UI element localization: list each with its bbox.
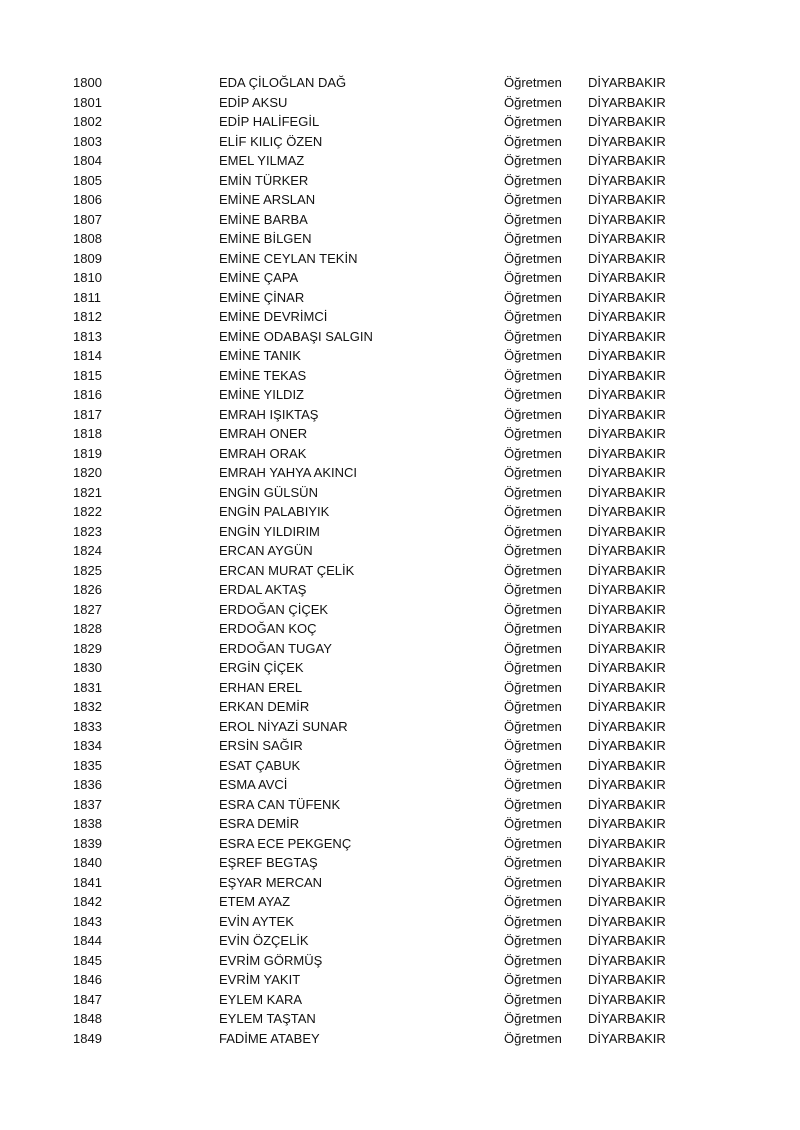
record-number: 1805 (73, 172, 102, 188)
city-label: DİYARBAKIR (588, 972, 666, 987)
role-label: Öğretmen (504, 270, 562, 285)
role-label: Öğretmen (504, 972, 562, 987)
city-label: DİYARBAKIR (588, 913, 666, 929)
person-name: ESRA ECE PEKGENÇ (219, 835, 352, 851)
city-label: DİYARBAKIR (588, 270, 666, 285)
city-label: DİYARBAKIR (588, 777, 666, 792)
person-name: EDA ÇİLOĞLAN DAĞ (219, 75, 347, 90)
role-label: Öğretmen (504, 231, 562, 246)
person-name: FADİME ATABEY (219, 1030, 320, 1046)
list-item (0, 697, 800, 717)
record-number: 1838 (73, 816, 102, 831)
list-item (0, 346, 800, 366)
list-item (0, 853, 800, 873)
list-item (0, 307, 800, 327)
city-label: DİYARBAKIR (588, 465, 666, 480)
role-label: Öğretmen (504, 504, 562, 519)
person-name: EMİNE TANIK (219, 348, 301, 363)
person-name: EVİN ÖZÇELİK (219, 933, 309, 948)
city-label: DİYARBAKIR (588, 114, 666, 129)
city-label: DİYARBAKIR (588, 543, 666, 558)
person-name: ERGİN ÇİÇEK (219, 660, 304, 675)
list-item (0, 561, 800, 581)
list-item (0, 619, 800, 639)
person-name: EMİNE CEYLAN TEKİN (219, 250, 358, 266)
list-item (0, 483, 800, 503)
role-label: Öğretmen (504, 465, 562, 480)
list-item (0, 151, 800, 171)
person-name: EMRAH YAHYA AKINCI (219, 465, 357, 480)
record-number: 1846 (73, 972, 102, 987)
list-item (0, 229, 800, 249)
role-label: Öğretmen (504, 250, 562, 266)
city-label: DİYARBAKIR (588, 367, 666, 383)
list-item (0, 385, 800, 405)
city-label: DİYARBAKIR (588, 874, 666, 890)
list-item (0, 424, 800, 444)
person-name: EMİN TÜRKER (219, 172, 309, 188)
role-label: Öğretmen (504, 406, 562, 422)
record-number: 1820 (73, 465, 102, 480)
record-number: 1825 (73, 562, 102, 578)
list-item (0, 132, 800, 152)
city-label: DİYARBAKIR (588, 952, 666, 968)
person-name: ERDAL AKTAŞ (219, 582, 307, 597)
person-name: ERKAN DEMİR (219, 699, 310, 714)
record-number: 1800 (73, 75, 102, 90)
list-item (0, 249, 800, 269)
city-label: DİYARBAKIR (588, 640, 666, 656)
city-label: DİYARBAKIR (588, 601, 666, 617)
role-label: Öğretmen (504, 523, 562, 539)
person-name: EDİP AKSU (219, 94, 288, 110)
city-label: DİYARBAKIR (588, 1030, 666, 1046)
person-name: ENGİN PALABIYIK (219, 504, 330, 519)
record-number: 1847 (73, 991, 102, 1007)
role-label: Öğretmen (504, 796, 562, 812)
list-item (0, 658, 800, 678)
city-label: DİYARBAKIR (588, 562, 666, 578)
list-item (0, 444, 800, 464)
role-label: Öğretmen (504, 913, 562, 929)
city-label: DİYARBAKIR (588, 796, 666, 812)
city-label: DİYARBAKIR (588, 153, 666, 168)
record-number: 1802 (73, 114, 102, 129)
record-number: 1813 (73, 328, 102, 344)
city-label: DİYARBAKIR (588, 523, 666, 539)
record-number: 1826 (73, 582, 102, 597)
person-name: EMİNE ARSLAN (219, 192, 316, 207)
person-name: EMRAH ORAK (219, 445, 307, 461)
role-label: Öğretmen (504, 621, 562, 636)
city-label: DİYARBAKIR (588, 75, 666, 90)
list-item (0, 990, 800, 1010)
list-item (0, 190, 800, 210)
role-label: Öğretmen (504, 601, 562, 617)
person-name: EVRİM YAKIT (219, 972, 301, 987)
person-name: ESMA AVCİ (219, 777, 288, 792)
city-label: DİYARBAKIR (588, 192, 666, 207)
role-label: Öğretmen (504, 172, 562, 188)
record-number: 1810 (73, 270, 102, 285)
city-label: DİYARBAKIR (588, 894, 666, 909)
city-label: DİYARBAKIR (588, 328, 666, 344)
person-name: EMİNE YILDIZ (219, 387, 305, 402)
person-name: ELİF KILIÇ ÖZEN (219, 133, 323, 149)
city-label: DİYARBAKIR (588, 289, 666, 305)
role-label: Öğretmen (504, 582, 562, 597)
city-label: DİYARBAKIR (588, 426, 666, 441)
record-number: 1840 (73, 855, 102, 870)
role-label: Öğretmen (504, 874, 562, 890)
city-label: DİYARBAKIR (588, 250, 666, 266)
role-label: Öğretmen (504, 367, 562, 383)
role-label: Öğretmen (504, 153, 562, 168)
person-name: EMİNE ÇAPA (219, 270, 299, 285)
list-item (0, 873, 800, 893)
person-name: EMİNE TEKAS (219, 367, 307, 383)
record-number: 1848 (73, 1011, 102, 1026)
person-name: EMİNE ODABAŞI SALGIN (219, 328, 373, 344)
list-item (0, 892, 800, 912)
person-name: EŞYAR MERCAN (219, 874, 323, 890)
record-number: 1801 (73, 94, 102, 110)
person-name: EMİNE DEVRİMCİ (219, 309, 328, 324)
record-number: 1830 (73, 660, 102, 675)
city-label: DİYARBAKIR (588, 991, 666, 1007)
role-label: Öğretmen (504, 562, 562, 578)
person-name: EVRİM GÖRMÜŞ (219, 952, 323, 968)
role-label: Öğretmen (504, 445, 562, 461)
list-item (0, 775, 800, 795)
record-number: 1842 (73, 894, 102, 909)
list-item (0, 1009, 800, 1029)
role-label: Öğretmen (504, 679, 562, 695)
person-name: EMEL YILMAZ (219, 153, 305, 168)
person-name: ERDOĞAN TUGAY (219, 640, 332, 656)
record-number: 1815 (73, 367, 102, 383)
role-label: Öğretmen (504, 114, 562, 129)
list-item (0, 756, 800, 776)
list-item (0, 931, 800, 951)
record-number: 1828 (73, 621, 102, 636)
list-item (0, 171, 800, 191)
city-label: DİYARBAKIR (588, 679, 666, 695)
city-label: DİYARBAKIR (588, 816, 666, 831)
person-name: EROL NİYAZİ SUNAR (219, 718, 348, 734)
record-number: 1821 (73, 484, 102, 500)
city-label: DİYARBAKIR (588, 387, 666, 402)
record-number: 1812 (73, 309, 102, 324)
city-label: DİYARBAKIR (588, 835, 666, 851)
role-label: Öğretmen (504, 660, 562, 675)
record-number: 1803 (73, 133, 102, 149)
city-label: DİYARBAKIR (588, 94, 666, 110)
record-number: 1807 (73, 211, 102, 227)
role-label: Öğretmen (504, 484, 562, 500)
list-item (0, 600, 800, 620)
list-item (0, 795, 800, 815)
record-number: 1823 (73, 523, 102, 539)
person-name: ERDOĞAN KOÇ (219, 621, 317, 636)
city-label: DİYARBAKIR (588, 133, 666, 149)
role-label: Öğretmen (504, 211, 562, 227)
role-label: Öğretmen (504, 289, 562, 305)
city-label: DİYARBAKIR (588, 933, 666, 948)
city-label: DİYARBAKIR (588, 406, 666, 422)
role-label: Öğretmen (504, 816, 562, 831)
person-name: ESAT ÇABUK (219, 757, 301, 773)
city-label: DİYARBAKIR (588, 582, 666, 597)
record-number: 1843 (73, 913, 102, 929)
record-number: 1849 (73, 1030, 102, 1046)
person-name: EYLEM TAŞTAN (219, 1011, 316, 1026)
list-item (0, 834, 800, 854)
role-label: Öğretmen (504, 328, 562, 344)
person-name: ESRA DEMİR (219, 816, 300, 831)
record-number: 1834 (73, 738, 102, 753)
city-label: DİYARBAKIR (588, 172, 666, 188)
role-label: Öğretmen (504, 855, 562, 870)
person-name: EMİNE BARBA (219, 211, 308, 227)
role-label: Öğretmen (504, 991, 562, 1007)
record-number: 1814 (73, 348, 102, 363)
list-item (0, 717, 800, 737)
person-name: ERCAN MURAT ÇELİK (219, 562, 355, 578)
role-label: Öğretmen (504, 933, 562, 948)
person-name: ENGİN GÜLSÜN (219, 484, 318, 500)
person-name: ERCAN AYGÜN (219, 543, 313, 558)
role-label: Öğretmen (504, 387, 562, 402)
person-name: ESRA CAN TÜFENK (219, 796, 341, 812)
role-label: Öğretmen (504, 1011, 562, 1026)
list-item (0, 522, 800, 542)
role-label: Öğretmen (504, 1030, 562, 1046)
record-number: 1841 (73, 874, 102, 890)
list-item (0, 639, 800, 659)
list-item (0, 268, 800, 288)
list-item (0, 327, 800, 347)
role-label: Öğretmen (504, 718, 562, 734)
record-number: 1829 (73, 640, 102, 656)
list-item (0, 366, 800, 386)
role-label: Öğretmen (504, 192, 562, 207)
record-number: 1816 (73, 387, 102, 402)
person-name: EMİNE ÇİNAR (219, 289, 305, 305)
list-item (0, 1029, 800, 1049)
list-item (0, 73, 800, 93)
person-name: ERSİN SAĞIR (219, 738, 303, 753)
list-item (0, 463, 800, 483)
city-label: DİYARBAKIR (588, 348, 666, 363)
list-item (0, 288, 800, 308)
record-number: 1817 (73, 406, 102, 422)
city-label: DİYARBAKIR (588, 718, 666, 734)
record-number: 1827 (73, 601, 102, 617)
person-name: ERDOĞAN ÇİÇEK (219, 601, 329, 617)
person-name: EMRAH ONER (219, 426, 308, 441)
list-item (0, 951, 800, 971)
city-label: DİYARBAKIR (588, 445, 666, 461)
city-label: DİYARBAKIR (588, 211, 666, 227)
person-name: EVİN AYTEK (219, 913, 294, 929)
person-name: EŞREF BEGTAŞ (219, 855, 318, 870)
person-name: ETEM AYAZ (219, 894, 291, 909)
record-number: 1833 (73, 718, 102, 734)
record-number: 1837 (73, 796, 102, 812)
city-label: DİYARBAKIR (588, 757, 666, 773)
city-label: DİYARBAKIR (588, 504, 666, 519)
city-label: DİYARBAKIR (588, 309, 666, 324)
record-number: 1818 (73, 426, 102, 441)
record-number: 1831 (73, 679, 102, 695)
person-name: EDİP HALİFEGİL (219, 114, 320, 129)
person-name: EMRAH IŞIKTAŞ (219, 406, 319, 422)
record-number: 1836 (73, 777, 102, 792)
record-number: 1844 (73, 933, 102, 948)
role-label: Öğretmen (504, 348, 562, 363)
role-label: Öğretmen (504, 699, 562, 714)
role-label: Öğretmen (504, 952, 562, 968)
person-name: EMİNE BİLGEN (219, 231, 312, 246)
role-label: Öğretmen (504, 777, 562, 792)
role-label: Öğretmen (504, 543, 562, 558)
list-item (0, 736, 800, 756)
record-number: 1808 (73, 231, 102, 246)
list-item (0, 210, 800, 230)
role-label: Öğretmen (504, 94, 562, 110)
record-number: 1832 (73, 699, 102, 714)
record-number: 1819 (73, 445, 102, 461)
list-item (0, 112, 800, 132)
list-item (0, 405, 800, 425)
record-number: 1824 (73, 543, 102, 558)
record-number: 1806 (73, 192, 102, 207)
person-name: ENGİN YILDIRIM (219, 523, 320, 539)
list-item (0, 678, 800, 698)
role-label: Öğretmen (504, 133, 562, 149)
person-name: ERHAN EREL (219, 679, 303, 695)
city-label: DİYARBAKIR (588, 621, 666, 636)
role-label: Öğretmen (504, 640, 562, 656)
list-item (0, 541, 800, 561)
record-number: 1835 (73, 757, 102, 773)
city-label: DİYARBAKIR (588, 855, 666, 870)
record-number: 1839 (73, 835, 102, 851)
list-item (0, 93, 800, 113)
record-number: 1811 (73, 289, 101, 305)
city-label: DİYARBAKIR (588, 699, 666, 714)
role-label: Öğretmen (504, 75, 562, 90)
list-item (0, 814, 800, 834)
city-label: DİYARBAKIR (588, 1011, 666, 1026)
role-label: Öğretmen (504, 835, 562, 851)
role-label: Öğretmen (504, 738, 562, 753)
list-item (0, 912, 800, 932)
city-label: DİYARBAKIR (588, 660, 666, 675)
role-label: Öğretmen (504, 757, 562, 773)
city-label: DİYARBAKIR (588, 231, 666, 246)
record-number: 1822 (73, 504, 102, 519)
city-label: DİYARBAKIR (588, 738, 666, 753)
list-item (0, 970, 800, 990)
list-item (0, 502, 800, 522)
record-number: 1809 (73, 250, 102, 266)
record-number: 1804 (73, 153, 102, 168)
role-label: Öğretmen (504, 426, 562, 441)
role-label: Öğretmen (504, 894, 562, 909)
person-name: EYLEM KARA (219, 991, 303, 1007)
role-label: Öğretmen (504, 309, 562, 324)
list-item (0, 580, 800, 600)
city-label: DİYARBAKIR (588, 484, 666, 500)
record-number: 1845 (73, 952, 102, 968)
records-list (0, 73, 800, 1048)
